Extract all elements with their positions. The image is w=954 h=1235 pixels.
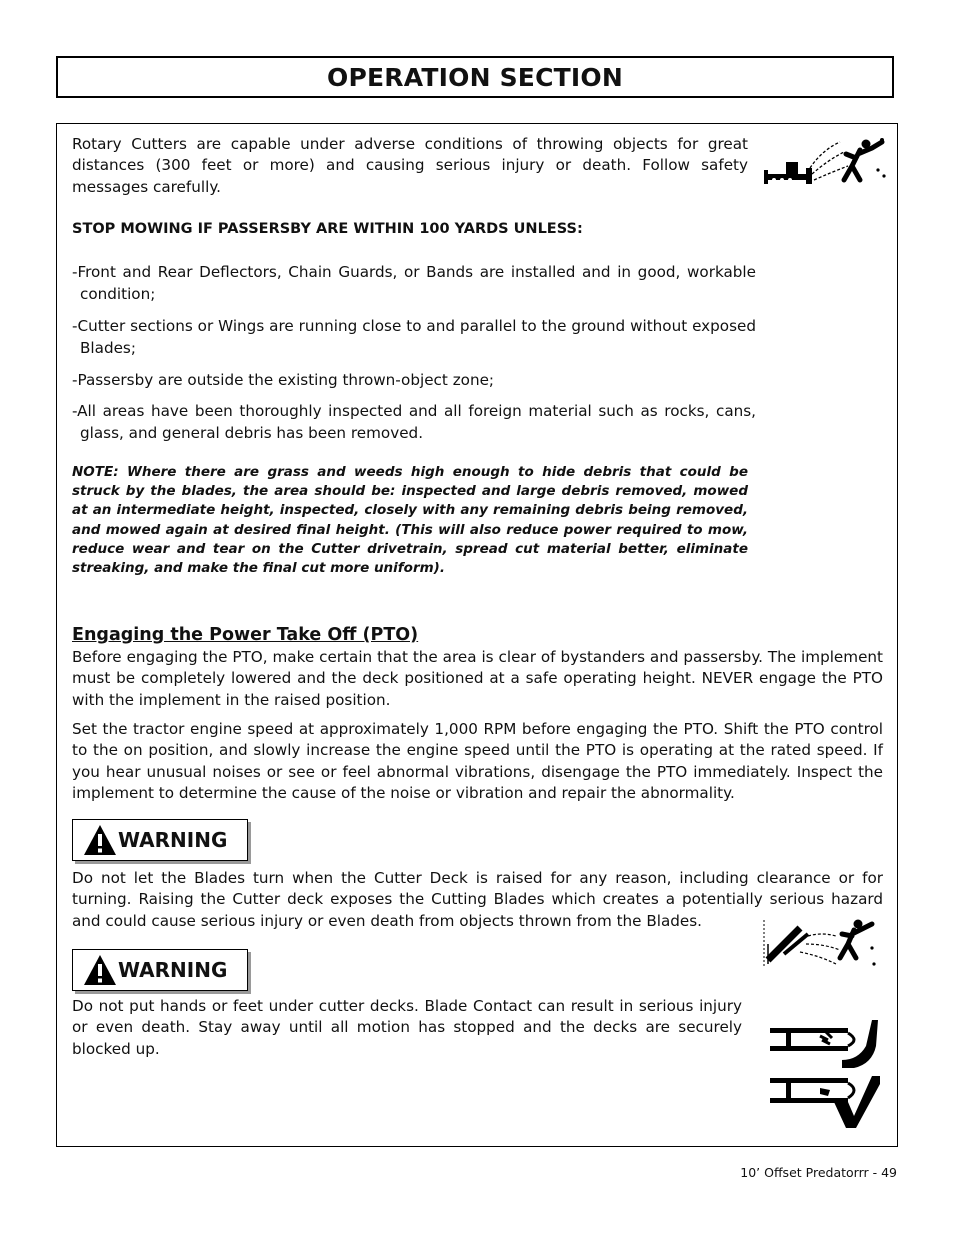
warning-text-label: WARNING — [118, 828, 228, 852]
warning-2-text: Do not put hands or feet under cutter decks. Blade Contact can result in serious injury or even death. Stay away until all motion has stopped and the decks are securely blocked up. — [72, 997, 742, 1058]
page-title-box — [56, 56, 894, 98]
foot-under-deck-icon — [768, 1072, 880, 1130]
condition-item: -Cutter sections or Wings are running close to and parallel to the ground without exposed Blades; — [72, 317, 756, 357]
intro-paragraph: Rotary Cutters are capable under adverse conditions of throwing objects for great distances (300 feet or more) and causing serious injury or death. Follow safety messages carefully. — [72, 135, 748, 196]
hand-under-deck-icon — [768, 1016, 880, 1068]
warning-label-2 — [72, 949, 248, 991]
warning-label-1 — [72, 819, 248, 861]
pto-heading: Engaging the Power Take Off (PTO) — [72, 625, 419, 645]
warning-1-text: Do not let the Blades turn when the Cutter Deck is raised for any reason, including clearance or for turning. Raising the Cutter deck exposes the Cutting Blades which creates a potentially serious hazard and could cause serious injury or even death from objects thrown from the Blades. — [72, 869, 883, 930]
raised-deck-thrown-object-icon — [760, 914, 878, 970]
warning-triangle-icon — [83, 824, 117, 856]
condition-item: -Front and Rear Deflectors, Chain Guards, or Bands are installed and in good, workable condition; — [72, 263, 756, 303]
warning-text-label: WARNING — [118, 958, 228, 982]
condition-item: -All areas have been thoroughly inspected and all foreign material such as rocks, cans, glass, and general debris has been removed. — [72, 402, 756, 442]
pto-paragraph-2: Set the tractor engine speed at approximately 1,000 RPM before engaging the PTO. Shift the PTO control to the on position, and slowly increase the engine speed until the PTO is operating at the rated speed. If you hear unusual noises or see or feel abnormal vibrations, disengage the PTO immediately. Inspect the implement to determine the cause of the noise or vibration and repair the abnormality. — [72, 720, 883, 802]
condition-item: -Passersby are outside the existing thrown-object zone; — [72, 371, 495, 389]
thrown-object-hazard-icon — [760, 136, 888, 190]
debris-note: NOTE: Where there are grass and weeds high enough to hide debris that could be struck by the blades, the area should be: inspected and large debris removed, mowed at an intermediate height, inspected, closely with any remaining debris being removed, and mowed again at desired final height. (This will also reduce power required to mow, reduce wear and tear on the Cutter drivetrain, spread cut material better, eliminate streaking, and make the final cut more uniform). — [72, 464, 748, 577]
page-title: OPERATION SECTION — [327, 63, 623, 92]
pto-paragraph-1: Before engaging the PTO, make certain that the area is clear of bystanders and passersby. The implement must be completely lowered and the deck positioned at a safe operating height. NEVER engage the PTO with the implement in the raised position. — [72, 648, 883, 709]
warning-triangle-icon — [83, 954, 117, 986]
stop-mowing-heading: STOP MOWING IF PASSERSBY ARE WITHIN 100 YARDS UNLESS: — [72, 221, 583, 237]
page-footer: 10’ Offset Predatorrr - 49 — [740, 1165, 897, 1180]
